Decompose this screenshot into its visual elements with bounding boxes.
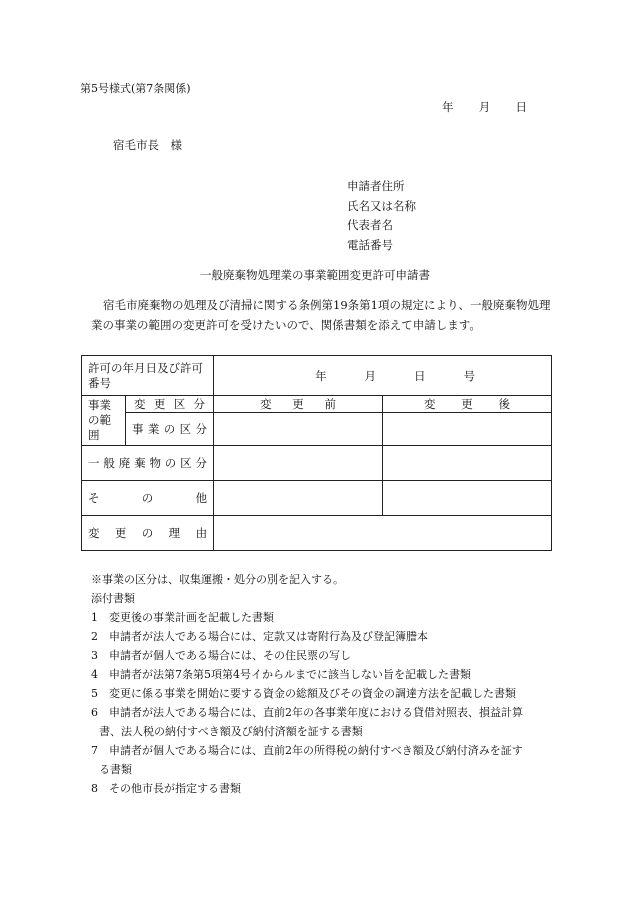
general-waste-category-label	[82, 446, 214, 480]
change-category-label	[126, 396, 214, 413]
reason-char: 更	[114, 525, 127, 540]
applicant-phone-label: 電話番号	[347, 237, 393, 252]
date-month: 月	[478, 100, 491, 114]
reason-row	[82, 515, 552, 550]
business-category-char: 事	[132, 422, 144, 437]
permit-row	[82, 356, 552, 396]
attachment-number: 1	[91, 611, 98, 624]
document-title: 一般廃棄物処理業の事業範囲変更許可申請書	[200, 268, 430, 282]
attachment-item	[91, 608, 523, 627]
date-line	[442, 99, 527, 115]
general-waste-char: 物	[149, 456, 161, 471]
body-text	[91, 295, 551, 335]
general-waste-char: 一	[88, 456, 100, 471]
after-char: 変	[424, 397, 436, 412]
permit-value-cell[interactable]	[214, 356, 552, 396]
business-category-label	[126, 413, 214, 446]
business-category-char: 区	[179, 422, 192, 437]
form-number: 第5号様式(第7条関係)	[80, 82, 191, 95]
attachment-text: 変更後の事業計画を記載した書類	[109, 611, 274, 624]
applicant-name-label: 氏名又は名称	[347, 198, 416, 213]
attachment-item	[91, 779, 523, 798]
attachment-text-continued: 書、法人税の納付すべき額及び納付済額を証する書類	[99, 725, 363, 738]
reason-cell[interactable]	[214, 515, 552, 550]
attachments-heading: 添付書類	[91, 592, 135, 605]
change-category-char: 区	[173, 397, 186, 412]
attachment-text: 申請者が法第7条第5項第4号イからルまでに該当しない旨を記載した書類	[109, 668, 471, 681]
applicant-address-label: 申請者住所	[347, 179, 405, 193]
business-category-char: 分	[195, 422, 208, 437]
permit-year: 年	[315, 368, 327, 383]
general-waste-row	[82, 446, 552, 480]
reason-char: 理	[168, 525, 181, 540]
attachment-number: 5	[91, 687, 98, 700]
before-char: 変	[260, 397, 272, 412]
attachment-number: 2	[91, 630, 98, 643]
permit-month: 月	[364, 368, 377, 383]
reason-char: 由	[195, 525, 208, 540]
other-char: 他	[195, 490, 208, 505]
attachment-text: 申請者が個人である場合には、その住民票の写し	[109, 649, 351, 662]
applicant-block	[347, 177, 416, 255]
general-waste-char: 区	[180, 456, 192, 471]
other-char: の	[141, 490, 154, 505]
other-row	[82, 480, 552, 515]
date-day: 日	[515, 100, 527, 114]
attachment-text: 申請者が個人である場合には、直前2年の所得税の納付すべき額及び納付済みを証す	[109, 744, 523, 757]
after-label	[383, 396, 552, 413]
permit-day: 日	[414, 368, 426, 383]
business-category-row	[82, 413, 552, 446]
change-category-char: 変	[134, 397, 146, 412]
attachment-number: 3	[91, 649, 98, 662]
general-waste-char: 分	[195, 456, 208, 471]
attachment-text: 申請者が法人である場合には、定款又は寄附行為及び登記簿謄本	[109, 630, 428, 643]
other-after-cell[interactable]	[383, 480, 552, 515]
attachment-item	[91, 646, 523, 665]
general-waste-char: 廃	[118, 456, 131, 471]
attachment-number: 4	[91, 668, 98, 681]
attachment-item	[91, 627, 523, 646]
reason-label	[82, 515, 214, 550]
other-before-cell[interactable]	[214, 480, 383, 515]
notes-block	[91, 570, 523, 795]
attachment-text: 変更に係る事業を開始に要する資金の総額及びその資金の調達方法を記載した書類	[109, 687, 516, 700]
business-before-cell[interactable]	[214, 413, 383, 446]
attachment-number: 8	[91, 782, 98, 795]
before-label	[214, 396, 383, 413]
header-row	[82, 396, 552, 413]
attachment-item	[91, 684, 523, 703]
attachment-item	[91, 703, 523, 722]
before-char: 更	[292, 397, 304, 412]
attachment-text: 申請者が法人である場合には、直前2年の各事業年度における貸借対照表、損益計算	[109, 706, 523, 719]
general-waste-char: 般	[103, 456, 115, 471]
category-note: ※事業の区分は、収集運搬・処分の別を記入する。	[91, 573, 344, 586]
attachment-item	[91, 741, 523, 760]
attachment-text-continued: る書類	[99, 763, 132, 776]
attachment-number: 6	[91, 706, 98, 719]
attachment-list	[91, 608, 523, 795]
business-after-cell[interactable]	[383, 413, 552, 446]
applicant-representative-label: 代表者名	[347, 218, 393, 232]
after-char: 更	[461, 397, 473, 412]
other-char: そ	[88, 490, 100, 505]
waste-before-cell[interactable]	[214, 446, 383, 480]
other-label	[82, 480, 214, 515]
application-table	[81, 355, 552, 551]
attachment-item	[91, 665, 523, 684]
reason-char: の	[141, 525, 154, 540]
permit-label: 許可の年月日及び許可番号	[82, 356, 214, 396]
attachment-text: その他市長が指定する書類	[109, 782, 241, 795]
general-waste-char: 棄	[134, 456, 146, 471]
body-paragraph: 宿毛市廃棄物の処理及び清掃に関する条例第19条第1項の規定により、一般廃棄物処理業の事業の範囲の変更許可を受けたいので、関係書類を添えて申請します。	[91, 298, 551, 332]
change-category-char: 更	[153, 397, 166, 412]
scope-label: 事業の範囲	[82, 396, 126, 446]
business-category-char: の	[163, 422, 176, 437]
reason-char: 変	[88, 525, 100, 540]
before-char: 前	[324, 397, 336, 412]
business-category-char: 業	[147, 422, 160, 437]
after-char: 後	[498, 397, 510, 412]
change-category-char: 分	[193, 397, 206, 412]
waste-after-cell[interactable]	[383, 446, 552, 480]
attachment-number: 7	[91, 744, 98, 757]
date-year: 年	[442, 100, 454, 114]
general-waste-char: の	[164, 456, 177, 471]
permit-number: 号	[463, 368, 475, 383]
addressee: 宿毛市長 様	[113, 138, 182, 152]
